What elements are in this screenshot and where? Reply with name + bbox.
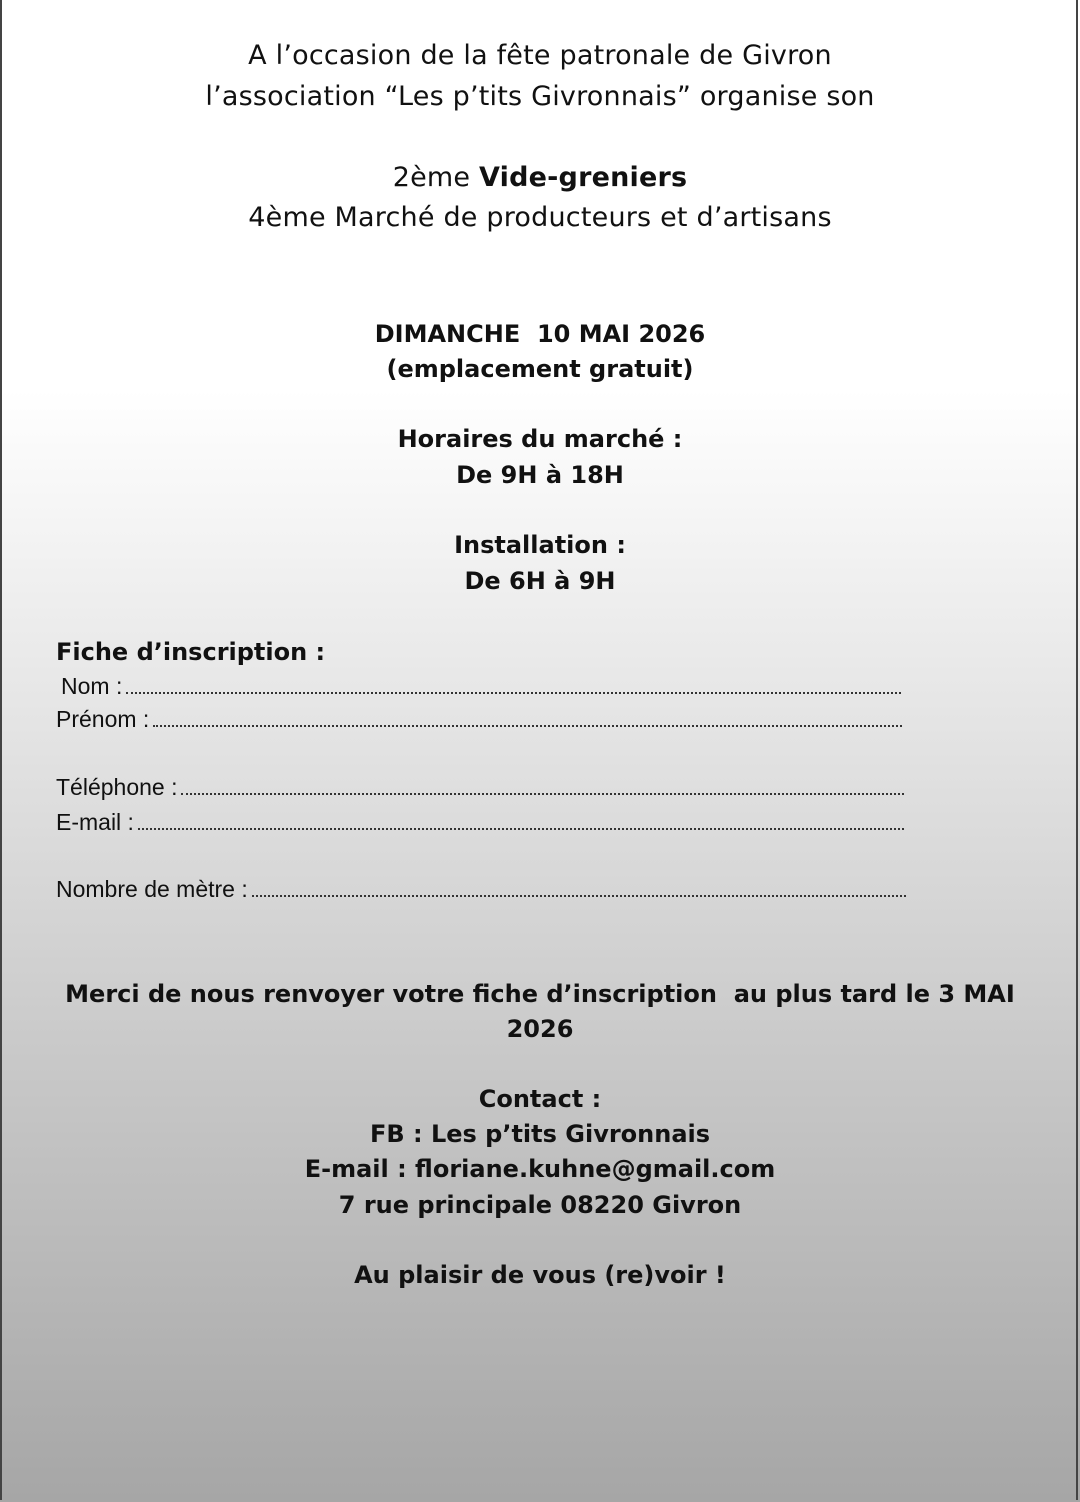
telephone-dotted-line[interactable]: [181, 793, 904, 795]
telephone-label: Téléphone :: [56, 774, 178, 800]
intro-line-1: A l’occasion de la fête patronale de Givron: [248, 40, 832, 71]
email-label: E-mail :: [56, 809, 134, 835]
installation-title: Installation :: [454, 531, 626, 559]
prenom-dotted-line[interactable]: [153, 725, 902, 727]
deadline-line-1: Merci de nous renvoyer votre fiche d’inscription au plus tard le 3 MAI: [65, 980, 1015, 1008]
email-field[interactable]: [56, 809, 904, 836]
nom-dotted-line[interactable]: [126, 692, 901, 694]
event-edition: 2ème: [392, 162, 480, 193]
contact-facebook: FB : Les p’tits Givronnais: [369, 1120, 711, 1148]
market-hours-title: Horaires du marché :: [397, 425, 683, 453]
metres-field[interactable]: [56, 876, 906, 903]
event-date-note: (emplacement gratuit): [386, 355, 694, 383]
deadline-line-2: 2026: [506, 1015, 574, 1043]
intro-line-2: l’association “Les p’tits Givronnais” organise son: [205, 81, 875, 112]
form-title: Fiche d’inscription :: [56, 638, 326, 666]
prenom-label: Prénom :: [56, 706, 150, 732]
contact-address: 7 rue principale 08220 Givron: [338, 1191, 742, 1219]
metres-dotted-line[interactable]: [252, 895, 906, 897]
contact-email: E-mail : floriane.kuhne@gmail.com: [304, 1155, 776, 1183]
closing-message: Au plaisir de vous (re)voir !: [354, 1261, 726, 1289]
event-vide-greniers-name: Vide-greniers: [479, 162, 688, 193]
event-date: DIMANCHE 10 MAI 2026: [374, 320, 706, 348]
event-marche: 4ème Marché de producteurs et d’artisans: [248, 202, 832, 233]
market-hours-value: De 9H à 18H: [456, 461, 624, 489]
metres-label: Nombre de mètre :: [56, 876, 248, 902]
nom-label: Nom :: [61, 673, 123, 699]
installation-value: De 6H à 9H: [464, 567, 616, 595]
telephone-field[interactable]: [56, 774, 904, 801]
prenom-field[interactable]: [56, 706, 902, 733]
nom-field[interactable]: [61, 673, 901, 700]
event-vide-greniers: [0, 162, 1080, 193]
email-dotted-line[interactable]: [138, 828, 904, 830]
contact-title: Contact :: [478, 1085, 602, 1113]
